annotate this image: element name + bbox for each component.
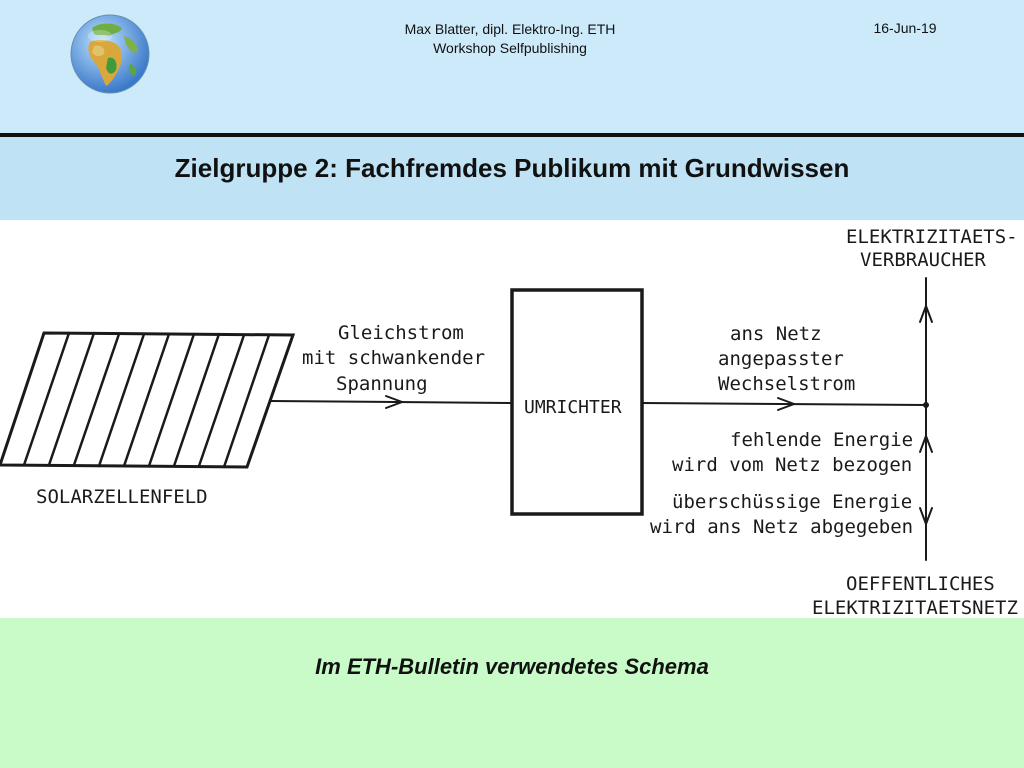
panel-label: SOLARZELLENFELD xyxy=(36,486,208,508)
footer-band xyxy=(0,618,1024,768)
date-label: 16-Jun-19 xyxy=(873,20,937,36)
export-label-line2: wird ans Netz abgegeben xyxy=(650,516,914,538)
solar-schema-diagram xyxy=(0,220,1024,618)
grid-label-line2: ELEKTRIZITAETSNETZ xyxy=(812,597,1018,618)
junction-node xyxy=(924,403,929,408)
solar-panel-cells xyxy=(24,333,269,467)
dc-line xyxy=(270,401,512,403)
dc-label-line3: Spannung xyxy=(336,373,428,395)
dc-label-line2: mit schwankender xyxy=(302,347,486,369)
import-label-line1: fehlende Energie xyxy=(730,429,914,451)
globe-icon xyxy=(70,14,150,94)
ac-label-line3: Wechselstrom xyxy=(718,373,856,395)
ac-label-line1: ans Netz xyxy=(730,323,822,345)
author-line: Max Blatter, dipl. Elektro-Ing. ETH xyxy=(404,21,616,37)
grid-label-line1: OEFFENTLICHES xyxy=(846,573,995,595)
import-label-line2: wird vom Netz bezogen xyxy=(672,454,913,476)
converter-label: UMRICHTER xyxy=(524,397,622,418)
event-line: Workshop Selfpublishing xyxy=(433,40,587,56)
ac-label-line2: angepasster xyxy=(718,348,844,370)
ac-line xyxy=(642,403,926,405)
slide-title: Zielgruppe 2: Fachfremdes Publikum mit Grundwissen xyxy=(174,153,850,183)
footer-caption: Im ETH-Bulletin verwendetes Schema xyxy=(315,654,709,679)
dc-label-line1: Gleichstrom xyxy=(338,322,464,344)
author-info xyxy=(360,20,660,58)
export-label-line1: überschüssige Energie xyxy=(672,491,913,513)
consumer-label-line2: VERBRAUCHER xyxy=(860,249,986,271)
consumer-label-line1: ELEKTRIZITAETS- xyxy=(846,226,1018,248)
